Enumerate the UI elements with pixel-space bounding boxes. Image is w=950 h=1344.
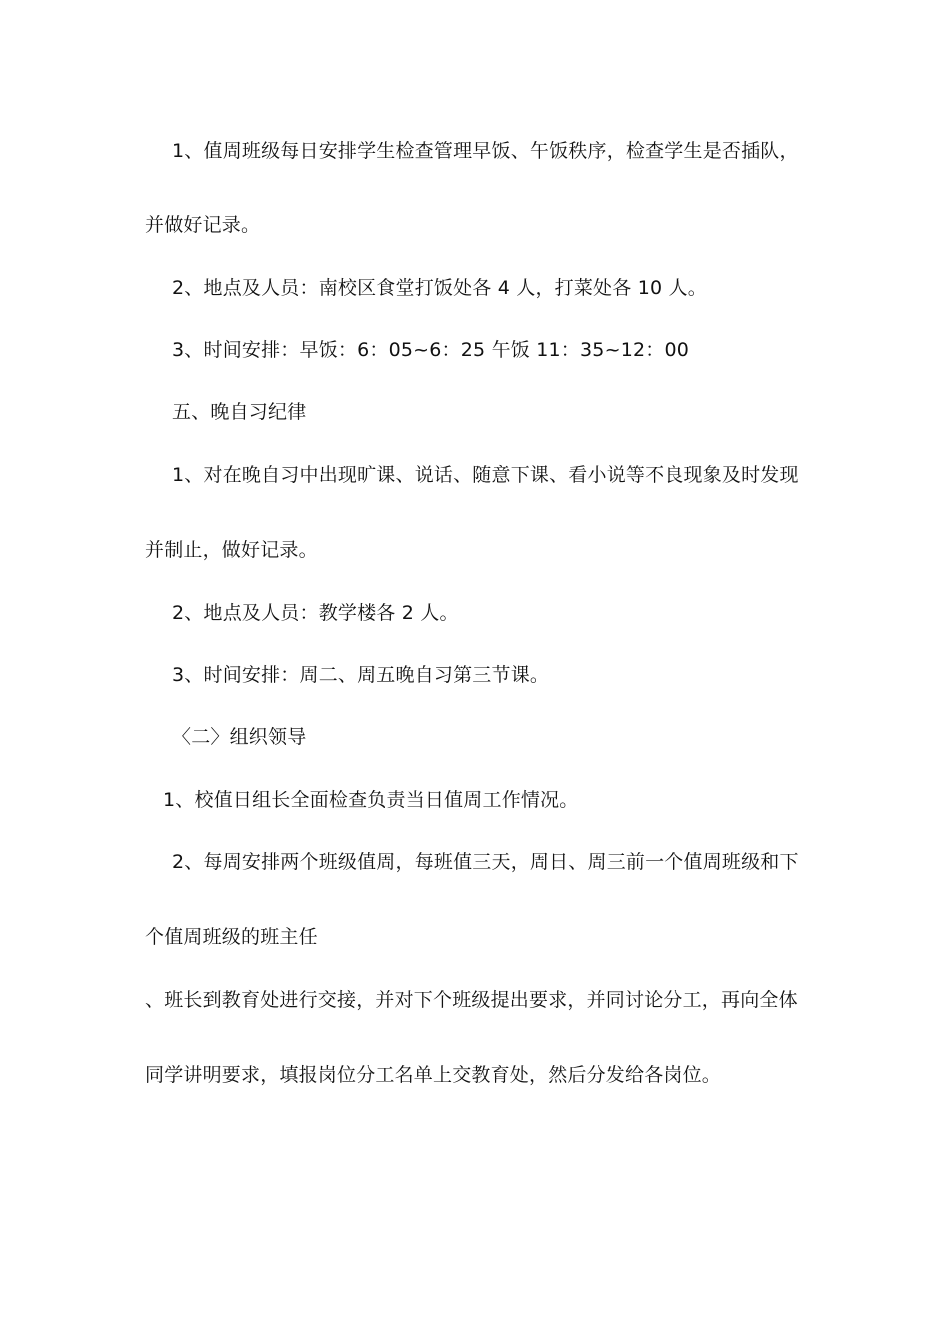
paragraph-line: 同学讲明要求，填报岗位分工名单上交教育处，然后分发给各岗位。 bbox=[145, 1064, 722, 1086]
paragraph-line: 2、地点及人员：教学楼各 2 人。 bbox=[172, 602, 459, 624]
paragraph-line: 1、值周班级每日安排学生检查管理早饭、午饭秩序，检查学生是否插队， bbox=[172, 140, 799, 162]
paragraph-line: 1、校值日组长全面检查负责当日值周工作情况。 bbox=[163, 789, 579, 811]
paragraph-line: 个值周班级的班主任 bbox=[145, 926, 318, 948]
paragraph-line: 1、对在晚自习中出现旷课、说话、随意下课、看小说等不良现象及时发现 bbox=[172, 464, 799, 486]
section-heading: 五、晚自习纪律 bbox=[172, 401, 307, 423]
paragraph-line: 、班长到教育处进行交接，并对下个班级提出要求，并同讨论分工，再向全体 bbox=[145, 989, 798, 1011]
paragraph-line: 并做好记录。 bbox=[145, 214, 261, 236]
paragraph-line: 2、每周安排两个班级值周，每班值三天，周日、周三前一个值周班级和下 bbox=[172, 851, 799, 873]
paragraph-line: 并制止，做好记录。 bbox=[145, 539, 318, 561]
paragraph-line: 2、地点及人员：南校区食堂打饭处各 4 人，打菜处各 10 人。 bbox=[172, 277, 707, 299]
paragraph-line: 3、时间安排：周二、周五晚自习第三节课。 bbox=[172, 664, 550, 686]
section-heading: 〈二〉组织领导 bbox=[172, 726, 307, 748]
paragraph-line: 3、时间安排：早饭：6：05~6：25 午饭 11：35~12：00 bbox=[172, 339, 690, 361]
